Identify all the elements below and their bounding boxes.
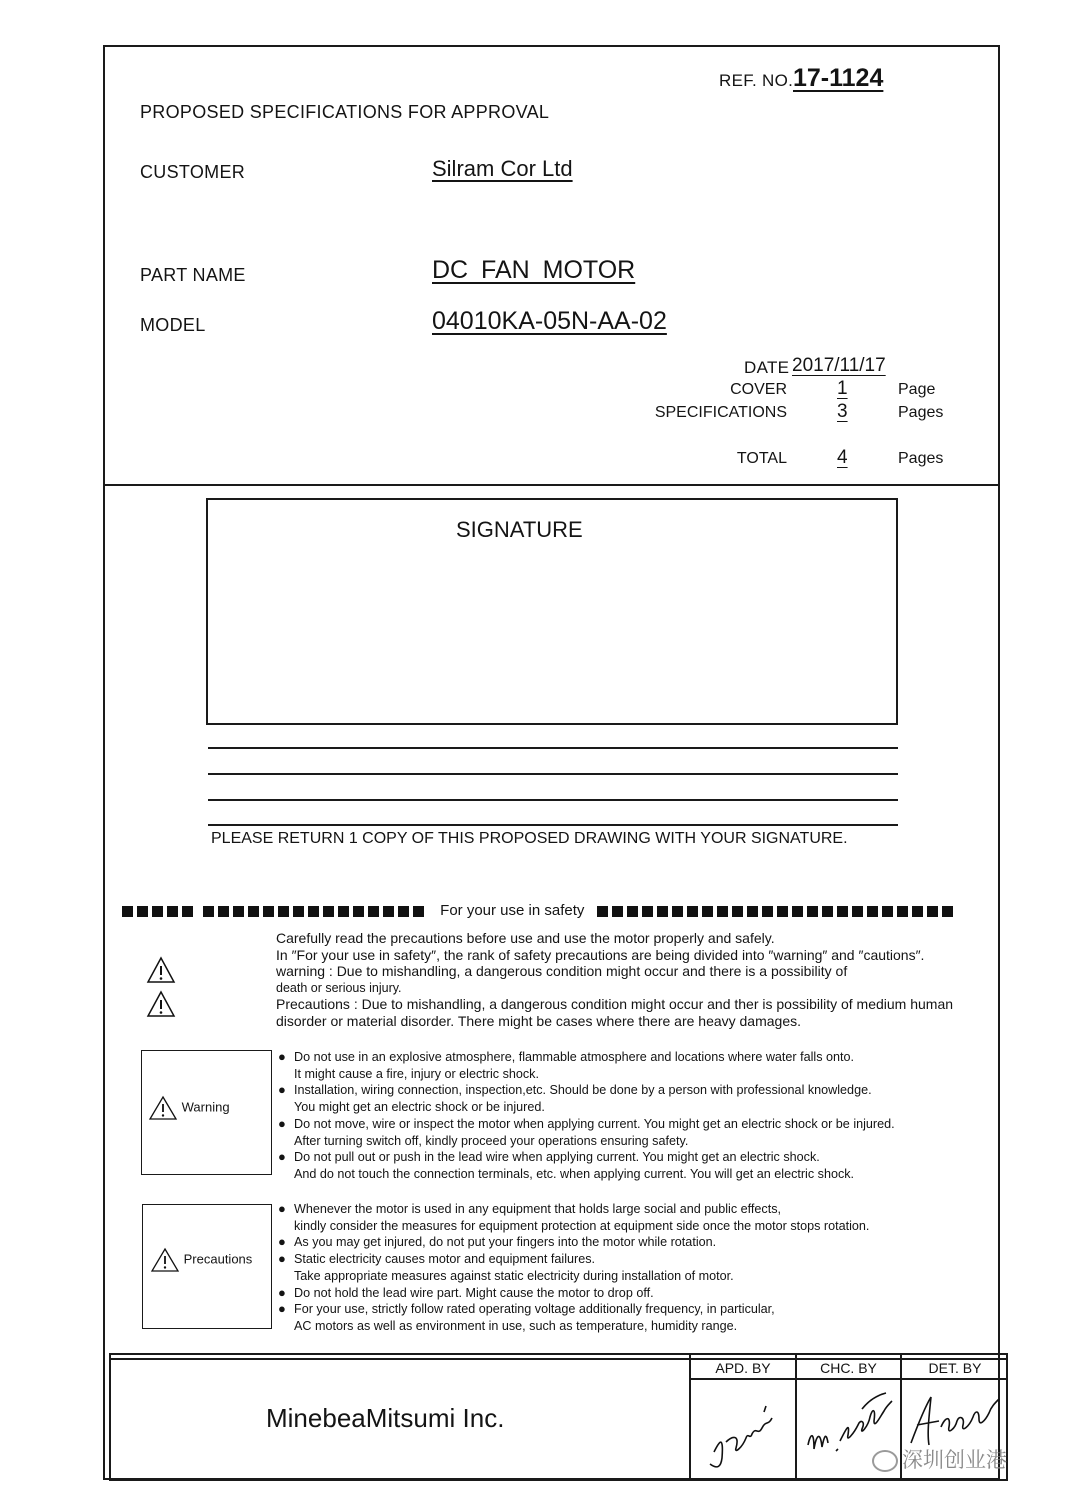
specifications-count: 3 — [837, 401, 848, 422]
item-line: You might get an electric shock or be injured. — [294, 1100, 545, 1115]
return-note: PLEASE RETURN 1 COPY OF THIS PROPOSED DRAWING WITH YOUR SIGNATURE. — [211, 830, 848, 847]
specifications-label: SPECIFICATIONS — [654, 404, 787, 421]
document-title: PROPOSED SPECIFICATIONS FOR APPROVAL — [140, 102, 550, 122]
safety-heading-bar — [122, 902, 957, 919]
intro-line: Precautions : Due to mishandling, a dangerous condition might occur and ther is possibility of medium human — [276, 996, 954, 1013]
safety-heading: For your use in safety — [440, 902, 585, 919]
item-line: ● As you may get injured, do not put your fingers into the motor while rotation. — [294, 1235, 717, 1250]
item-line: ● Whenever the motor is used in any equipment that holds large social and public effects, — [294, 1202, 782, 1216]
heading-squares-left — [122, 902, 197, 919]
chc-by-label: CHC. BY — [820, 1360, 877, 1376]
list-item — [278, 1234, 998, 1251]
cover-unit: Page — [898, 381, 936, 398]
item-line: ● Static electricity causes motor and equipment failures. — [294, 1252, 595, 1267]
customer-label: CUSTOMER — [140, 162, 246, 182]
apd-signature-image — [696, 1392, 791, 1474]
item-line: ● Do not pull out or push in the lead wire when applying current. You might get an electric shock. — [294, 1150, 820, 1165]
item-line: kindly consider the measures for equipment protection at equipment side once the motor stops rotation. — [294, 1218, 870, 1233]
safety-intro — [276, 930, 1001, 1030]
total-label: TOTAL — [736, 450, 787, 467]
list-item — [278, 1082, 998, 1115]
intro-line: Carefully read the precautions before use and use the motor properly and safely. — [276, 930, 775, 946]
specifications-unit: Pages — [898, 404, 944, 421]
ref-no-value: 17-1124 — [793, 64, 884, 92]
signature-line — [208, 799, 898, 801]
precautions-label: Precautions — [183, 1251, 253, 1267]
intro-line: disorder or material disorder. There might be cases where there are heavy damages. — [276, 1012, 802, 1029]
item-line: And do not touch the connection terminals, etc. when applying current. You will get an electric shock. — [294, 1166, 855, 1181]
item-line: ● Do not hold the lead wire part. Might cause the motor to drop off. — [294, 1285, 654, 1300]
part-name-label: PART NAME — [140, 265, 246, 285]
watermark — [872, 1444, 1007, 1474]
total-unit: Pages — [898, 450, 944, 467]
warning-triangle-icon — [146, 956, 176, 984]
intro-line: In ″For your use in safety″, the rank of safety precautions are being divided into ″warning″ and ″cautions″. — [276, 946, 925, 963]
ref-no-label: REF. NO. — [719, 71, 794, 90]
customer-value: Silram Cor Ltd — [432, 156, 573, 181]
total-count: 4 — [837, 447, 848, 468]
date-label: DATE — [744, 358, 790, 377]
cover-label: COVER — [730, 381, 787, 398]
signature-line — [208, 773, 898, 775]
item-line: Take appropriate measures against static electricity during installation of motor. — [294, 1268, 734, 1283]
list-item — [278, 1149, 998, 1182]
item-line: ● Do not move, wire or inspect the motor when applying current. You might get an electric shock or be injured. — [294, 1116, 895, 1131]
warning-triangle-icon — [146, 990, 176, 1018]
list-item — [278, 1301, 998, 1334]
precautions-list — [278, 1201, 998, 1335]
cover-count: 1 — [837, 378, 848, 399]
header-divider — [103, 484, 1000, 486]
item-line: It might cause a fire, injury or electric shock. — [294, 1066, 539, 1081]
item-line: AC motors as well as environment in use, such as temperature, humidity range. — [294, 1318, 738, 1333]
heading-squares-right — [597, 902, 957, 919]
apd-by-label: APD. BY — [715, 1360, 771, 1376]
model-label: MODEL — [140, 315, 206, 335]
det-by-label: DET. BY — [928, 1360, 982, 1376]
list-item — [278, 1285, 998, 1302]
signature-line — [208, 747, 898, 749]
precautions-box-label — [150, 1247, 252, 1273]
watermark-text: 深圳创业港 — [902, 1449, 1007, 1472]
list-item — [278, 1049, 998, 1082]
warning-triangle-icon — [150, 1247, 180, 1273]
list-item — [278, 1251, 998, 1284]
warning-list — [278, 1049, 998, 1183]
warning-label: Warning — [181, 1099, 230, 1115]
intro-line: warning : Due to mishandling, a dangerous condition might occur and there is a possibility of — [276, 963, 848, 980]
signature-line — [208, 824, 898, 826]
warning-triangle-icon — [148, 1095, 178, 1121]
model-value: 04010KA-05N-AA-02 — [432, 307, 667, 335]
item-line: ● Do not use in an explosive atmosphere, flammable atmosphere and locations where water falls onto. — [294, 1050, 855, 1064]
signature-title: SIGNATURE — [456, 517, 583, 542]
list-item — [278, 1201, 998, 1234]
intro-line: death or serious injury. — [276, 980, 402, 995]
item-line: ● Installation, wiring connection, inspection,etc. Should be done by a person with professional knowledge. — [294, 1083, 872, 1098]
company-name: MinebeaMitsumi Inc. — [266, 1403, 505, 1433]
title-block-header-rule — [690, 1378, 1008, 1380]
part-name-value: DC FAN MOTOR — [432, 256, 636, 284]
date-value: 2017/11/17 — [792, 355, 886, 376]
list-item — [278, 1116, 998, 1149]
heading-squares-left-2 — [203, 902, 428, 919]
wechat-icon — [872, 1450, 898, 1472]
item-line: ● For your use, strictly follow rated operating voltage additionally frequency, in particular, — [294, 1302, 775, 1317]
warning-box-label — [148, 1095, 230, 1121]
item-line: After turning switch off, kindly proceed your operations ensuring safety. — [294, 1133, 689, 1148]
